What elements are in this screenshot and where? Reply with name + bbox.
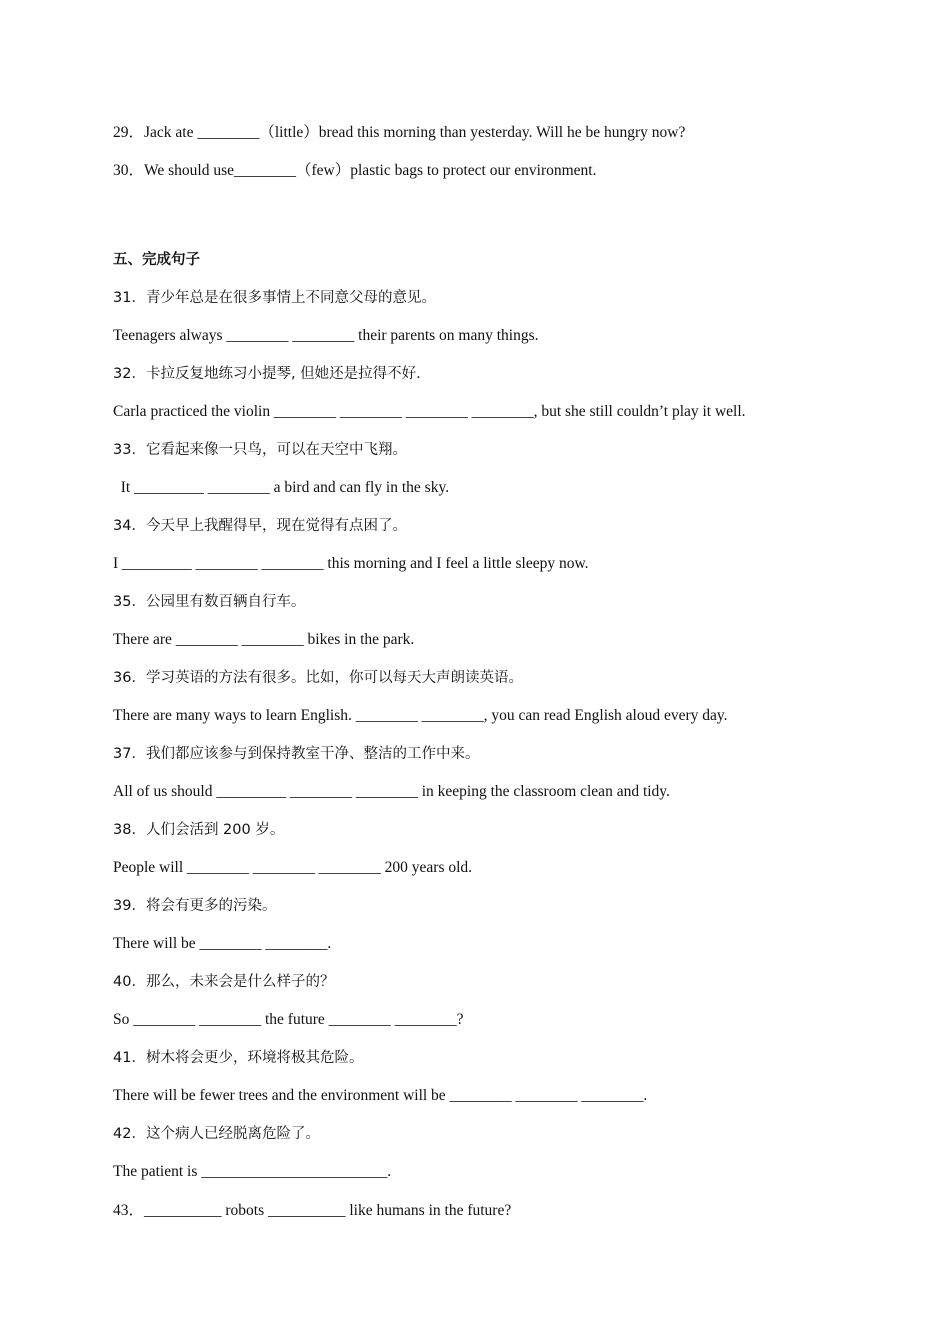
- question-41-prompt: 41．树木将会更少，环境将极其危险。: [113, 1050, 364, 1066]
- question-32-sentence: Carla practiced the violin ________ ________ ________ ________, but she still couldn’t play it well.: [113, 403, 746, 420]
- question-30: 30．We should use________（few）plastic bags to protect our environment.: [113, 162, 597, 179]
- question-38-sentence: People will ________ ________ ________ 200 years old.: [113, 859, 473, 876]
- question-35-sentence: There are ________ ________ bikes in the park.: [113, 631, 415, 648]
- question-37-sentence: All of us should _________ ________ ________ in keeping the classroom clean and tidy.: [113, 783, 670, 800]
- question-35-prompt: 35．公园里有数百辆自行车。: [113, 594, 306, 610]
- question-29: 29．Jack ate ________（little）bread this morning than yesterday. Will he be hungry now?: [113, 124, 686, 141]
- question-32-prompt: 32．卡拉反复地练习小提琴, 但她还是拉得不好.: [113, 366, 421, 382]
- question-43: 43．__________ robots __________ like humans in the future?: [113, 1202, 512, 1219]
- question-39-prompt: 39．将会有更多的污染。: [113, 898, 277, 914]
- question-31-prompt: 31．青少年总是在很多事情上不同意父母的意见。: [113, 290, 436, 306]
- question-40-prompt: 40．那么，未来会是什么样子的？: [113, 974, 335, 990]
- question-36-sentence: There are many ways to learn English. ________ ________, you can read English aloud every day.: [113, 707, 728, 724]
- question-34-sentence: I _________ ________ ________ this morning and I feel a little sleepy now.: [113, 555, 589, 572]
- question-37-prompt: 37．我们都应该参与到保持教室干净、整洁的工作中来。: [113, 746, 480, 762]
- question-34-prompt: 34．今天早上我醒得早，现在觉得有点困了。: [113, 518, 407, 534]
- section-heading: 五、完成句子: [113, 252, 200, 268]
- question-36-prompt: 36．学习英语的方法有很多。比如，你可以每天大声朗读英语。: [113, 670, 523, 686]
- question-38-prompt: 38．人们会活到 200 岁。: [113, 822, 285, 838]
- question-33-sentence: It _________ ________ a bird and can fly in the sky.: [113, 479, 450, 496]
- question-42-prompt: 42．这个病人已经脱离危险了。: [113, 1126, 320, 1142]
- question-41-sentence: There will be fewer trees and the environment will be ________ ________ ________.: [113, 1087, 648, 1104]
- question-31-sentence: Teenagers always ________ ________ their parents on many things.: [113, 327, 539, 344]
- question-33-prompt: 33．它看起来像一只鸟，可以在天空中飞翔。: [113, 442, 407, 458]
- question-42-sentence: The patient is ________________________.: [113, 1163, 392, 1180]
- question-40-sentence: So ________ ________ the future ________ ________?: [113, 1011, 464, 1028]
- question-39-sentence: There will be ________ ________.: [113, 935, 332, 952]
